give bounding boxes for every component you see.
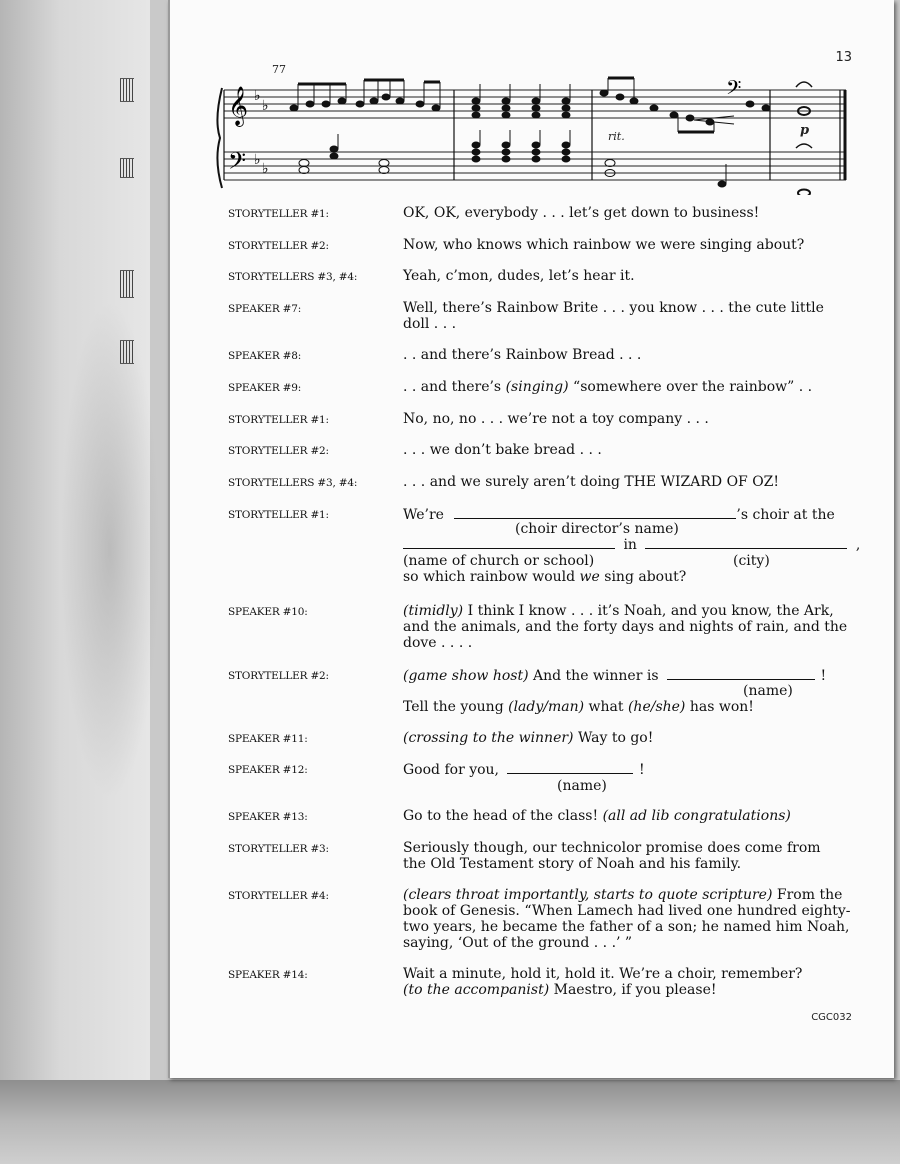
line-text xyxy=(403,667,826,684)
stage-direction: (timidly) xyxy=(403,603,464,619)
line-text: I think I know . . . it’s Noah, and you know, the Ark, and the animals, and the forty days and nights of rain, and the dove . . . . xyxy=(403,603,848,651)
line-text: ! xyxy=(820,668,827,684)
speaker-label: SPEAKER #8: xyxy=(228,350,302,362)
line-text: . . and there’s xyxy=(403,379,506,395)
stage-direction: (to the accompanist) xyxy=(403,982,550,998)
script-page xyxy=(168,0,894,1078)
speaker-label: SPEAKER #9: xyxy=(228,382,302,394)
page-shadow xyxy=(60,300,160,800)
stage-direction: (clears throat importantly, starts to quote scripture) xyxy=(403,887,773,903)
line-text: Tell the young xyxy=(403,699,509,715)
flat-icon: ♭ xyxy=(254,88,261,104)
line-text: in xyxy=(623,537,637,553)
brace xyxy=(217,88,222,188)
notes-measure-80 xyxy=(796,82,812,195)
dialogue-line: Now, who knows which rainbow we were singing about? xyxy=(403,237,805,253)
notes-measure-79 xyxy=(600,78,770,187)
blank-label: (choir director’s name) xyxy=(515,521,679,537)
line-text: We’re xyxy=(403,507,444,523)
line-text: , xyxy=(855,537,861,553)
line-text: Wait a minute, hold it, hold it. We’re a choir, remember? xyxy=(403,966,803,982)
treble-clef-icon: 𝄞 xyxy=(228,86,249,126)
line-text xyxy=(403,761,645,778)
speaker-label: STORYTELLER #2: xyxy=(228,240,329,252)
blank-label: (name) xyxy=(743,683,793,699)
speaker-label: SPEAKER #11: xyxy=(228,733,308,745)
line-text: sing about? xyxy=(599,569,687,585)
binding-mark xyxy=(120,340,134,364)
bass-clef-change-icon: 𝄢 xyxy=(726,76,742,104)
flat-icon: ♭ xyxy=(262,98,269,114)
speaker-label: SPEAKER #14: xyxy=(228,969,308,981)
dynamic-marking: p xyxy=(800,123,810,138)
binding-mark xyxy=(120,270,134,298)
stage-direction: (all ad lib congratulations) xyxy=(602,808,791,824)
stage-direction: (game show host) xyxy=(403,668,529,684)
music-score xyxy=(214,60,854,195)
bass-clef-icon: 𝄢 xyxy=(228,147,247,180)
speaker-label: STORYTELLER #3: xyxy=(228,843,329,855)
dialogue-line xyxy=(403,966,863,998)
dialogue-line xyxy=(403,667,863,723)
speaker-label: SPEAKER #13: xyxy=(228,811,308,823)
dialogue-line xyxy=(403,603,853,651)
flat-icon: ♭ xyxy=(254,152,261,168)
dialogue-line: OK, OK, everybody . . . let’s get down to business! xyxy=(403,205,760,221)
fill-in-blank xyxy=(507,761,633,774)
dialogue-row xyxy=(228,761,868,801)
page-number: 13 xyxy=(835,50,852,65)
dialogue-line: Seriously though, our technicolor promise does come from the Old Testament story of Noah and his family. xyxy=(403,840,821,872)
speaker-label: STORYTELLER #1: xyxy=(228,414,329,426)
dialogue-row xyxy=(228,506,868,590)
line-text xyxy=(403,569,686,585)
fill-in-blank xyxy=(667,667,815,680)
tempo-marking: rit. xyxy=(608,130,625,143)
catalog-number: CGC032 xyxy=(811,1012,852,1023)
speaker-label: STORYTELLER #4: xyxy=(228,890,329,902)
line-text: And the winner is xyxy=(528,668,659,684)
emphasis: we xyxy=(579,569,600,585)
line-text: From the book of Genesis. “When Lamech had lived one hundred eighty-two years, he became the father of a son; he named him Noah, saying, ‘Out of the ground . . .’ ” xyxy=(403,887,851,951)
binding-mark xyxy=(120,158,134,178)
stage-direction: (crossing to the winner) xyxy=(403,730,574,746)
blank-label: (name) xyxy=(557,778,607,794)
dialogue-line: Yeah, c’mon, dudes, let’s hear it. xyxy=(403,268,635,284)
line-text xyxy=(403,982,863,998)
fill-in-blank xyxy=(454,506,736,519)
dialogue-line xyxy=(403,808,863,824)
dialogue-line: . . and there’s Rainbow Bread . . . xyxy=(403,347,642,363)
speaker-label: STORYTELLER #1: xyxy=(228,208,329,220)
dialogue-line: . . . and we surely aren’t doing THE WIZARD OF OZ! xyxy=(403,474,780,490)
blank-label: (city) xyxy=(733,553,770,569)
line-text: what xyxy=(584,699,628,715)
binding-mark xyxy=(120,78,134,102)
line-text: Go to the head of the class! xyxy=(403,808,603,824)
dialogue-line xyxy=(403,506,863,590)
fill-in-blank xyxy=(403,536,615,549)
line-text: has won! xyxy=(685,699,754,715)
flat-icon: ♭ xyxy=(262,161,269,177)
line-text xyxy=(403,536,860,553)
speaker-label: STORYTELLER #1: xyxy=(228,509,329,521)
line-text: “somewhere over the rainbow” . . xyxy=(568,379,813,395)
dialogue-line: . . . we don’t bake bread . . . xyxy=(403,442,602,458)
speaker-label: SPEAKER #7: xyxy=(228,303,302,315)
speaker-label: STORYTELLER #2: xyxy=(228,445,329,457)
stage-direction: (singing) xyxy=(505,379,569,395)
speaker-label: SPEAKER #10: xyxy=(228,606,308,618)
dialogue-line xyxy=(403,887,858,951)
blank-label: (name of church or school) xyxy=(403,553,595,569)
fill-in-blank xyxy=(645,536,847,549)
line-text: ! xyxy=(639,762,645,778)
speaker-label: SPEAKER #12: xyxy=(228,764,308,776)
line-text: Good for you, xyxy=(403,762,500,778)
dialogue-line xyxy=(403,761,863,801)
dialogue-line xyxy=(403,730,863,746)
speaker-label: STORYTELLER #2: xyxy=(228,670,329,682)
line-text: Way to go! xyxy=(573,730,654,746)
scan-background xyxy=(0,1080,900,1164)
speaker-label: STORYTELLERS #3, #4: xyxy=(228,271,358,283)
speaker-label: STORYTELLERS #3, #4: xyxy=(228,477,358,489)
dialogue-line: Well, there’s Rainbow Brite . . . you know . . . the cute little doll . . . xyxy=(403,300,824,332)
dialogue-line xyxy=(403,379,863,395)
stage-direction: (lady/man) xyxy=(508,699,585,715)
stage-direction: (he/she) xyxy=(627,699,686,715)
line-text xyxy=(403,699,754,715)
notes-measure-78 xyxy=(472,84,570,162)
line-text: so which rainbow would xyxy=(403,569,580,585)
dialogue-row xyxy=(228,667,868,723)
measure-number: 77 xyxy=(272,63,286,76)
line-text: ’s choir at the xyxy=(736,507,835,523)
dialogue-line: No, no, no . . . we’re not a toy company . . . xyxy=(403,411,709,427)
line-text: Maestro, if you please! xyxy=(549,982,717,998)
